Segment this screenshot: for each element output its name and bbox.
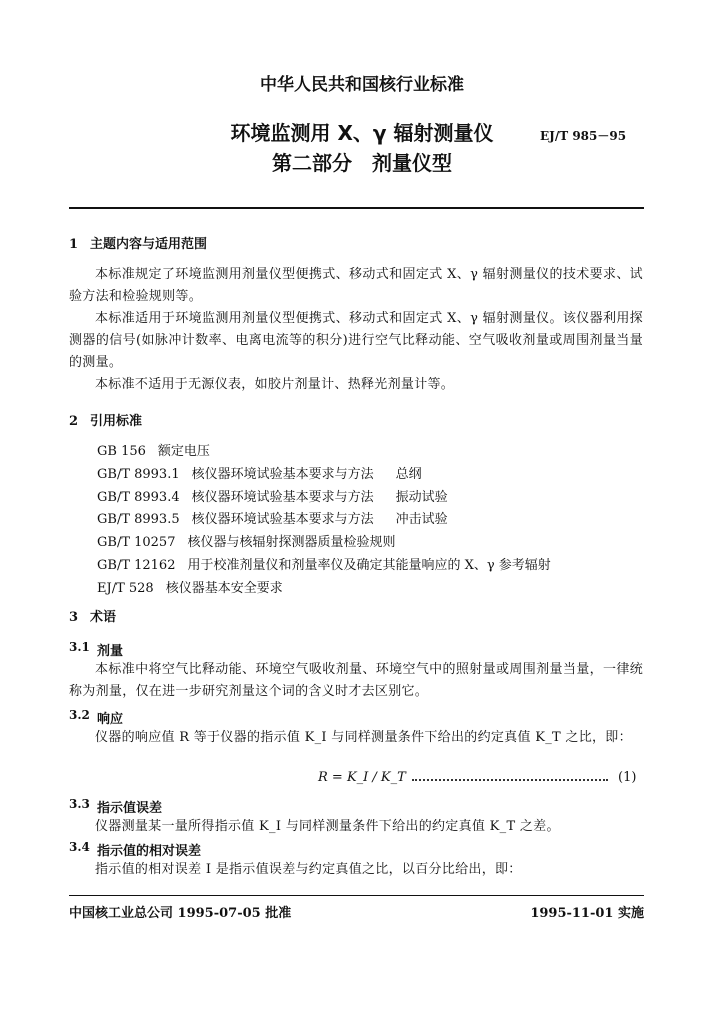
section-1-paragraph: 本标准适用于环境监测用剂量仪型便携式、移动式和固定式 X、γ 辐射测量仪。该仪器利用探测器的信号(如脉冲计数率、电离电流等的积分)进行空气比释动能、空气吸收剂量或周围剂量当量的测量。 (69, 311, 643, 370)
reference-list (97, 441, 551, 601)
section-3-number: 3 (69, 610, 79, 625)
footer-divider (69, 895, 644, 896)
subsection-number: 3.4 (69, 840, 90, 854)
subsection-title: 指示值误差 (97, 801, 163, 816)
reference-item (97, 441, 551, 464)
section-3-title: 术语 (90, 610, 117, 625)
title-line-2: 第二部分 剂量仪型 (272, 151, 452, 175)
equation: R = K_I / K_T (318, 770, 406, 785)
subsection-3-1-body (69, 659, 643, 703)
subsection-3-4-body (69, 859, 643, 881)
reference-title: 核仪器环境试验基本要求与方法 (191, 489, 374, 505)
reference-title: 核仪器环境试验基本要求与方法 (191, 466, 374, 482)
effective-date: 1995-11-01 实施 (530, 906, 644, 921)
subsection-title: 指示值的相对误差 (97, 844, 202, 859)
subsection-title: 剂量 (97, 644, 124, 659)
reference-code: GB/T 8993.5 (97, 512, 180, 528)
section-1-number: 1 (69, 237, 79, 252)
reference-title: 核仪器环境试验基本要求与方法 (191, 512, 374, 528)
reference-title: 核仪器基本安全要求 (165, 580, 283, 596)
equation-leader-dots (412, 779, 608, 781)
standard-code: EJ/T 985－95 (540, 129, 627, 143)
subsection-title: 响应 (97, 712, 124, 727)
reference-title: 用于校准剂量仪和剂量率仪及确定其能量响应的 X、γ 参考辐射 (187, 557, 551, 573)
subsection-3-3-body (69, 816, 643, 838)
subsection-3-2-body (69, 727, 643, 749)
reference-item (97, 555, 551, 578)
publisher-line: 中华人民共和国核行业标准 (260, 75, 464, 95)
reference-part: 振动试验 (395, 489, 448, 505)
equation-number: (1) (618, 770, 637, 785)
reference-code: GB/T 12162 (97, 557, 176, 573)
reference-part: 总纲 (395, 466, 422, 482)
reference-code: EJ/T 528 (97, 580, 154, 596)
reference-item (97, 487, 551, 510)
title-line-1: 环境监测用 X、γ 辐射测量仪 (230, 121, 494, 145)
subsection-number: 3.2 (69, 708, 90, 722)
reference-code: GB/T 8993.4 (97, 489, 180, 505)
subsection-text: 指示值的相对误差 I 是指示值误差与约定真值之比，以百分比给出，即： (95, 862, 522, 877)
section-1-paragraph: 本标准规定了环境监测用剂量仪型便携式、移动式和固定式 X、γ 辐射测量仪的技术要求、试验方法和检验规则等。 (69, 267, 643, 304)
header-divider (69, 207, 644, 209)
section-1-body (69, 264, 643, 396)
reference-item (97, 578, 551, 601)
section-1-title: 主题内容与适用范围 (90, 237, 208, 252)
reference-title: 额定电压 (157, 444, 210, 459)
subsection-number: 3.3 (69, 797, 90, 811)
reference-code: GB/T 8993.1 (97, 466, 180, 482)
reference-title: 核仪器与核辐射探测器质量检验规则 (187, 535, 396, 551)
subsection-text: 仪器的响应值 R 等于仪器的指示值 K_I 与同样测量条件下给出的约定真值 K_T 之比，即： (95, 730, 632, 745)
subsection-number: 3.1 (69, 640, 90, 654)
reference-part: 冲击试验 (395, 512, 448, 528)
subsection-text: 本标准中将空气比释动能、环境空气吸收剂量、环境空气中的照射量或周围剂量当量，一律统称为剂量，仅在进一步研究剂量这个词的含义时才去区别它。 (69, 662, 643, 699)
reference-item (97, 532, 551, 555)
section-2-title: 引用标准 (90, 414, 143, 429)
section-1-paragraph: 本标准不适用于无源仪表，如胶片剂量计、热释光剂量计等。 (95, 377, 455, 392)
reference-item (97, 464, 551, 487)
reference-code: GB/T 10257 (97, 535, 176, 551)
reference-item (97, 509, 551, 532)
subsection-text: 仪器测量某一量所得指示值 K_I 与同样测量条件下给出的约定真值 K_T 之差。 (95, 819, 560, 834)
reference-code: GB 156 (97, 444, 146, 459)
section-2-number: 2 (69, 414, 79, 429)
approval-line: 中国核工业总公司 1995-07-05 批准 (69, 906, 292, 921)
